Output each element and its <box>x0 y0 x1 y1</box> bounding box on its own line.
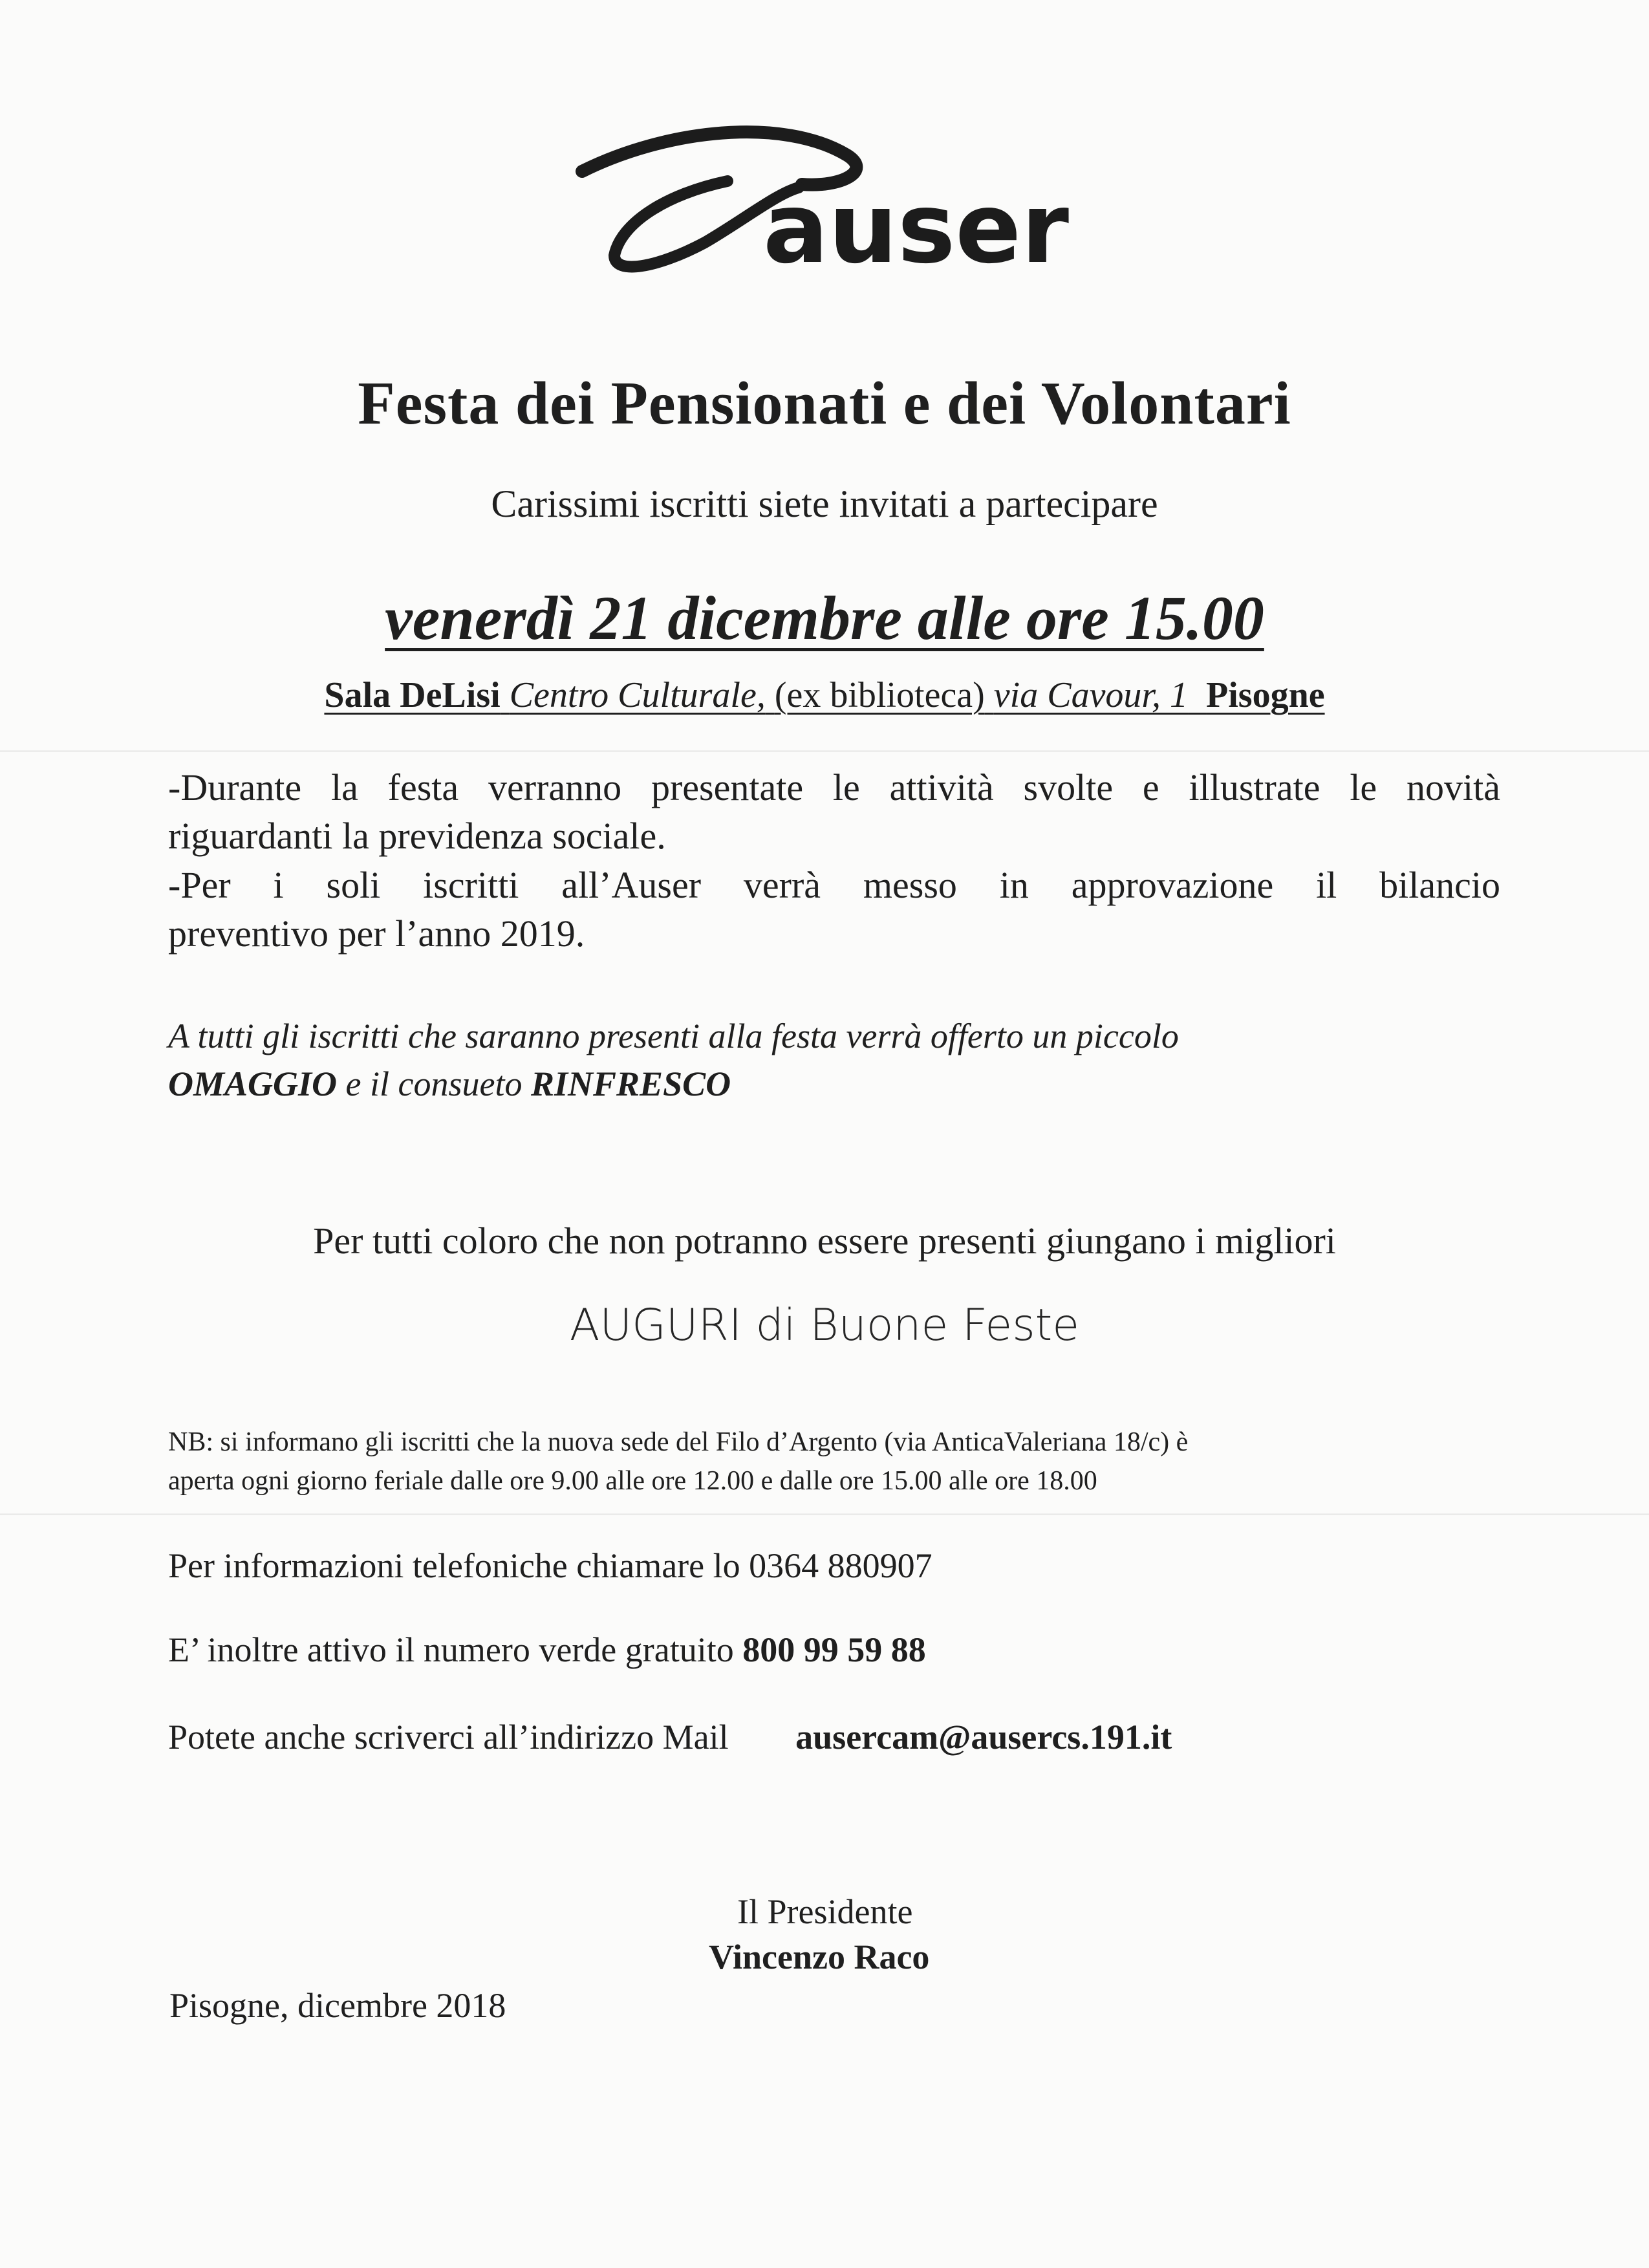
gift-line <box>168 1060 1179 1108</box>
mail-label: Potete anche scriverci all’indirizzo Mail <box>168 1718 729 1756</box>
paragraph-activities <box>168 763 1500 860</box>
logo-wordmark: auser <box>763 173 1069 285</box>
paragraph-line: -Durante la festa verranno presentate le attività svolte e illustrate le novità <box>168 766 1500 808</box>
signature-name: Vincenzo Raco <box>709 1938 930 1976</box>
mail-info <box>168 1717 1172 1757</box>
venue-former: (ex biblioteca) <box>774 675 985 715</box>
gift-middle: e il consueto <box>345 1064 523 1103</box>
place-and-date: Pisogne, dicembre 2018 <box>169 1986 506 2025</box>
gift-notice <box>168 1012 1179 1108</box>
venue-center: Centro Culturale, <box>509 675 766 715</box>
invitation-subtitle: Carissimi iscritti siete invitati a partecipare <box>491 482 1158 525</box>
green-number-label: E’ inoltre attivo il numero verde gratuito <box>168 1630 734 1669</box>
event-date: venerdì 21 dicembre alle ore 15.00 <box>385 583 1264 653</box>
page-title: Festa dei Pensionati e dei Volontari <box>358 370 1291 437</box>
refreshment-word: RINFRESCO <box>530 1064 731 1103</box>
signature-role: Il Presidente <box>737 1892 913 1931</box>
paper-fold-line <box>0 1513 1649 1515</box>
greeting-text: Per tutti coloro che non potranno essere presenti giungano i migliori <box>313 1220 1336 1262</box>
green-number: 800 99 59 88 <box>742 1630 926 1669</box>
gift-word: OMAGGIO <box>168 1064 338 1103</box>
paragraph-budget <box>168 861 1500 958</box>
phone-info: Per informazioni telefoniche chiamare lo 0364 880907 <box>168 1546 932 1585</box>
nb-notice <box>168 1423 1461 1500</box>
nb-line: aperta ogni giorno feriale dalle ore 9.00 alle ore 12.00 e dalle ore 15.00 alle ore 18.00 <box>168 1466 1097 1496</box>
mail-address: ausercam@ausercs.191.it <box>795 1718 1172 1756</box>
venue-hall: Sala DeLisi <box>324 675 501 715</box>
green-number-info <box>168 1630 926 1670</box>
paper-fold-line <box>0 750 1649 752</box>
event-venue <box>0 675 1649 716</box>
holiday-wishes: AUGURI di Buone Feste <box>569 1300 1080 1351</box>
nb-line: NB: si informano gli iscritti che la nuova sede del Filo d’Argento (via AnticaValeriana 18/c) è <box>168 1427 1189 1457</box>
gift-line: A tutti gli iscritti che saranno presenti alla festa verrà offerto un piccolo <box>168 1017 1179 1055</box>
venue-town: Pisogne <box>1206 675 1325 715</box>
auser-logo <box>569 110 1099 285</box>
paragraph-line: riguardanti la previdenza sociale. <box>168 815 666 857</box>
venue-street: via Cavour, 1 <box>993 675 1189 715</box>
paragraph-line: preventivo per l’anno 2019. <box>168 913 585 955</box>
paragraph-line: -Per i soli iscritti all’Auser verrà messo in approvazione il bilancio <box>168 864 1500 906</box>
